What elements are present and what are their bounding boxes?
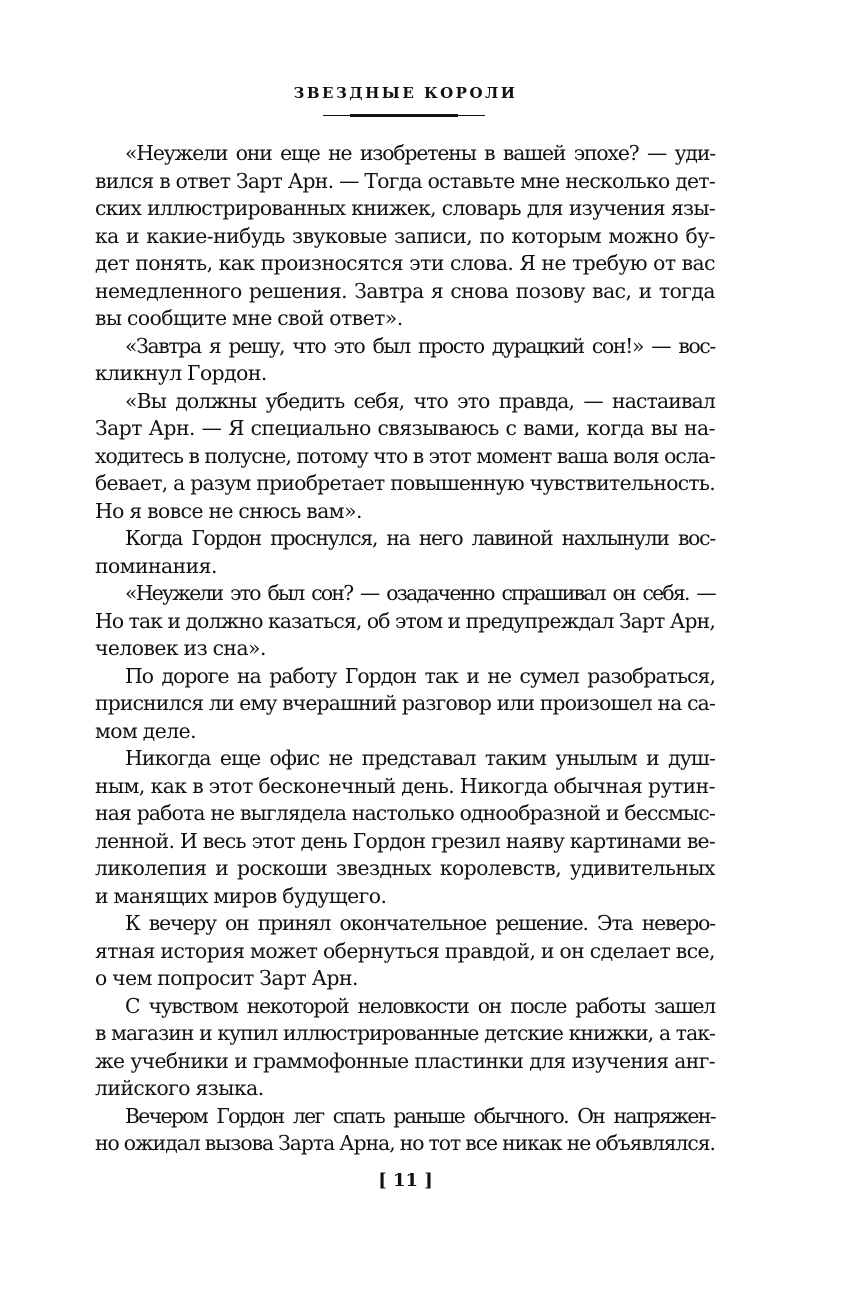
text-line: лийского языка. bbox=[95, 1076, 264, 1100]
text-line: дет понять, как произносятся эти слова. Я не требую от вас bbox=[95, 251, 715, 275]
text-line: К вечеру он принял окончательное решение. Эта неверо- bbox=[125, 911, 715, 935]
text-line: вился в ответ Зарт Арн. — Тогда оставьте мне несколько дет- bbox=[95, 168, 715, 193]
text-line: же учебники и граммофонные пластинки для изучения анг- bbox=[95, 1048, 715, 1073]
text-line: ка и какие-нибудь звуковые записи, по которым можно бу- bbox=[95, 223, 715, 248]
text-line: ликолепия и роскоши звездных королевств, удивительных bbox=[95, 856, 715, 880]
text-line: вы сообщите мне свой ответ». bbox=[95, 306, 403, 330]
text-line: Но я вовсе не снюсь вам». bbox=[95, 498, 362, 523]
text-line: ная работа не выглядела настолько однообразной и бессмыс- bbox=[95, 801, 715, 825]
paragraph bbox=[95, 910, 715, 993]
text-line: С чувством некоторой неловкости он после работы зашел bbox=[125, 993, 715, 1018]
text-line: ленной. И весь этот день Гордон грезил наяву картинами ве- bbox=[95, 828, 715, 853]
body-text bbox=[95, 140, 715, 1158]
paragraph bbox=[95, 333, 715, 388]
text-line: «Неужели это был сон? — озадаченно спрашивал он себя. — bbox=[125, 581, 715, 605]
text-line: Когда Гордон проснулся, на него лавиной нахлынули вос- bbox=[125, 526, 715, 550]
text-line: ходитесь в полусне, потому что в этот момент ваша воля осла- bbox=[95, 443, 715, 468]
text-line: немедленного решения. Завтра я снова позову вас, и тогда bbox=[95, 278, 715, 303]
text-line: мом деле. bbox=[95, 718, 197, 743]
paragraph bbox=[95, 525, 715, 580]
text-line: но ожидал вызова Зарта Арна, но тот все никак не объявлялся. bbox=[95, 1131, 715, 1155]
text-line: поминания. bbox=[95, 553, 217, 578]
paragraph bbox=[95, 140, 715, 333]
text-line: «Завтра я решу, что это был просто дурацкий сон!» — вос- bbox=[125, 333, 715, 358]
text-line: ным, как в этот бесконечный день. Никогда обычная рутин- bbox=[95, 773, 715, 798]
text-line: Зарт Арн. — Я специально связываюсь с вами, когда вы на- bbox=[95, 416, 715, 440]
text-line: бевает, а разум приобретает повышенную чувствительность. bbox=[95, 471, 715, 495]
text-line: кликнул Гордон. bbox=[95, 361, 267, 385]
paragraph bbox=[95, 1103, 715, 1158]
paragraph bbox=[95, 663, 715, 746]
text-line: Вечером Гордон лег спать раньше обычного. Он напряжен- bbox=[125, 1103, 715, 1128]
paragraph bbox=[95, 580, 715, 663]
running-head-title: ЗВЕЗДНЫЕ КОРОЛИ bbox=[293, 84, 518, 102]
text-line: ятная история может обернуться правдой, и он сделает все, bbox=[95, 938, 715, 963]
paragraph bbox=[95, 388, 715, 526]
paragraph bbox=[95, 745, 715, 910]
paragraph bbox=[95, 993, 715, 1103]
page-number: [ 11 ] bbox=[378, 1170, 433, 1191]
text-line: По дороге на работу Гордон так и не сумел разобраться, bbox=[125, 663, 715, 688]
text-line: человек из сна». bbox=[95, 636, 266, 660]
text-line: Никогда еще офис не представал таким унылым и душ- bbox=[125, 746, 715, 770]
text-line: в магазин и купил иллюстрированные детские книжки, а так- bbox=[95, 1021, 715, 1045]
running-head-rule-thick bbox=[350, 114, 458, 117]
text-line: о чем попросит Зарт Арн. bbox=[95, 966, 358, 990]
text-line: «Неужели они еще не изобретены в вашей эпохе? — уди- bbox=[125, 141, 715, 165]
text-line: «Вы должны убедить себя, что это правда, — настаивал bbox=[125, 388, 715, 413]
text-line: приснился ли ему вчерашний разговор или произошел на са- bbox=[95, 691, 715, 715]
text-line: Но так и должно казаться, об этом и предупреждал Зарт Арн, bbox=[95, 608, 715, 633]
text-line: и манящих миров будущего. bbox=[95, 883, 387, 908]
text-line: ских иллюстрированных книжек, словарь для изучения язы- bbox=[95, 196, 715, 220]
